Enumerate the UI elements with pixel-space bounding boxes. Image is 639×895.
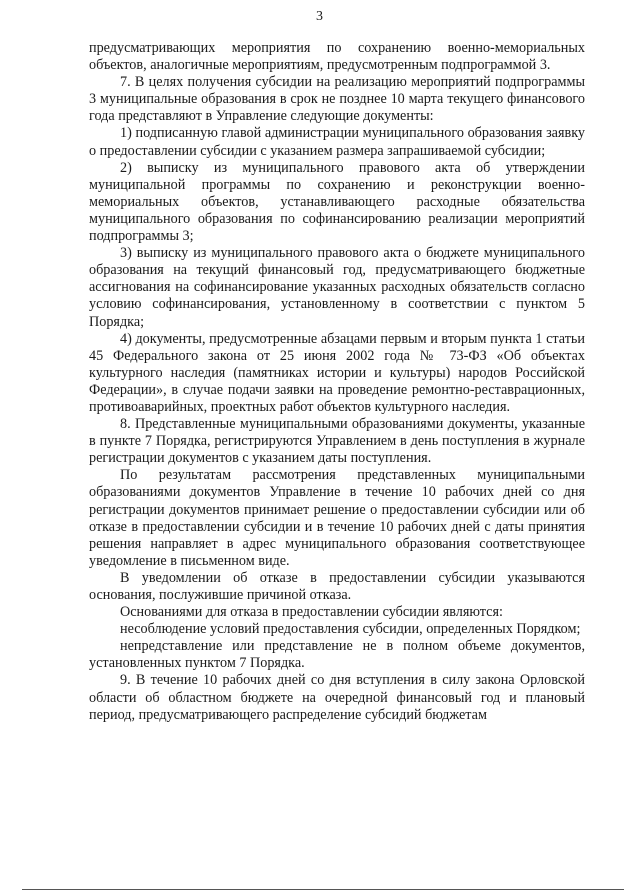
paragraph-subitem-4: 4) документы, предусмотренные абзацами первым и вторым пункта 1 статьи 45 Федерального закона от 25 июня 2002 года № 73-ФЗ «Об объектах культурного наследия (памятниках истории и культуры) народов Российской Федерации», в случае подачи заявки на проведение ремонтно-реставрационных, противоаварийных, проектных работ объектов культурного наследия. [89,330,585,415]
paragraph-item-8: 8. Представленные муниципальными образованиями документы, указанные в пункте 7 Порядка, регистрируются Управлением в день поступления в журнале регистрации документов с указанием даты поступления. [89,416,585,467]
paragraph-ground-noncompliance: несоблюдение условий предоставления субсидии, определенных Порядком; [120,621,581,638]
paragraph-review-results: По результатам рассмотрения представленных муниципальными образованиями документов Управление в течение 10 рабочих дней со дня регистрации документов принимает решение о предоставлении субсидии или об отказе в предоставлении субсидии и в течение 10 рабочих дней с даты принятия решения направляет в адрес муниципального образования соответствующее уведомление в письменном виде. [89,467,585,569]
paragraph-continuation: предусматривающих мероприятия по сохранению военно-мемориальных объектов, аналогичные мероприятиям, предусмотренным подпрограммой 3. [89,40,585,74]
paragraph-refusal-grounds: Основаниями для отказа в предоставлении субсидии являются: [120,604,503,621]
document-body [89,40,585,724]
paragraph-subitem-1: 1) подписанную главой администрации муниципального образования заявку о предоставлении субсидии с указанием размера запрашиваемой субсидии; [89,125,585,159]
paragraph-ground-missing-docs: непредставление или представление не в полном объеме документов, установленных пунктом 7 Порядка. [89,638,585,672]
paragraph-item-7: 7. В целях получения субсидии на реализацию мероприятий подпрограммы 3 муниципальные образования в срок не позднее 10 марта текущего финансового года представляют в Управление следующие документы: [89,74,585,125]
paragraph-refusal-notice: В уведомлении об отказе в предоставлении субсидии указываются основания, послужившие причиной отказа. [89,569,585,603]
page-number: 3 [316,9,323,24]
paragraph-subitem-3: 3) выписку из муниципального правового акта о бюджете муниципального образования на текущий финансовый год, предусматривающего бюджетные ассигнования на софинансирование указанных расходных обязательств согласно условию софинансирования, установленному в соответствии с пунктом 5 Порядка; [89,245,585,330]
paragraph-item-9: 9. В течение 10 рабочих дней со дня вступления в силу закона Орловской области об областном бюджете на очередной финансовый год и плановый период, предусматривающего распределение субсидий бюджетам [89,672,585,723]
paragraph-subitem-2: 2) выписку из муниципального правового акта об утверждении муниципальной программы по сохранению и реконструкции военно-мемориальных объектов, устанавливающего расходные обязательства муниципального образования по софинансированию реализации мероприятий подпрограммы 3; [89,159,585,245]
bottom-divider [22,889,624,890]
